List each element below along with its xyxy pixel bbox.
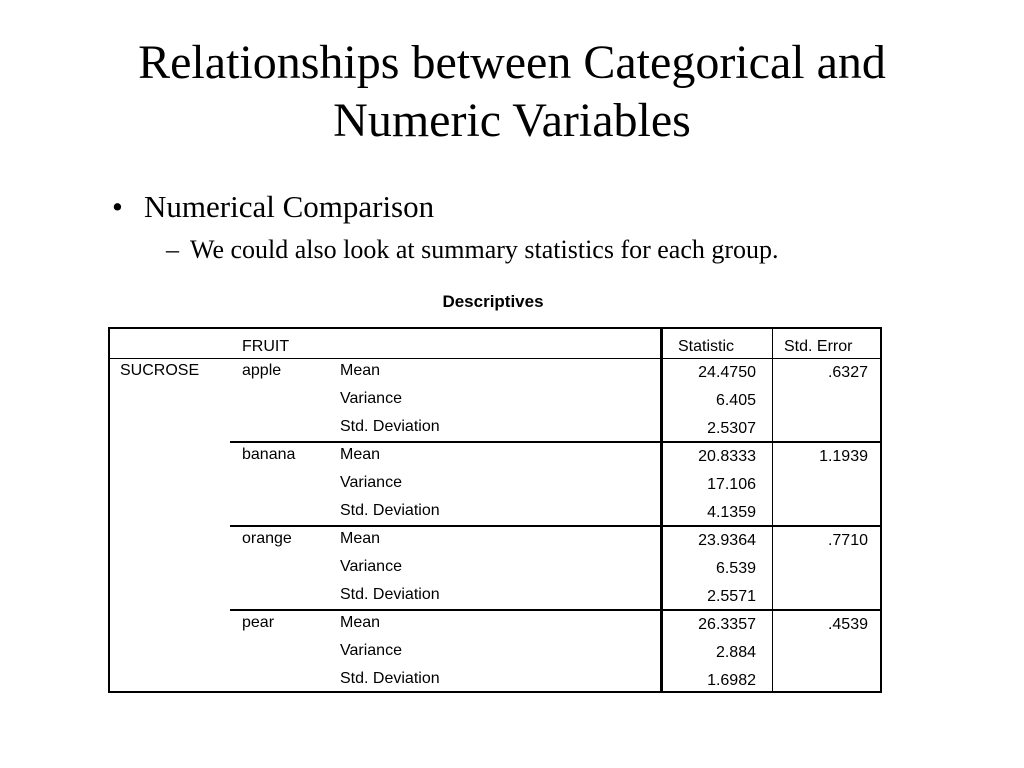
bullet-1-text: Numerical Comparison	[144, 189, 435, 224]
statistic-value: 2.5571	[707, 588, 756, 605]
statistic-value: 1.6982	[707, 672, 756, 689]
stat-label-mean: Mean	[340, 614, 381, 631]
stat-label-variance: Variance	[340, 642, 402, 659]
stat-label-sd: Std. Deviation	[340, 502, 440, 519]
stat-label-variance: Variance	[340, 474, 402, 491]
statistic-value: 6.405	[715, 392, 756, 409]
dash-icon: –	[166, 235, 179, 264]
stat-label-variance: Variance	[340, 558, 402, 575]
statistic-value: 2.5307	[707, 420, 756, 437]
stat-label-sd: Std. Deviation	[340, 670, 440, 687]
std-error-value: .7710	[827, 532, 868, 549]
header-statistic: Statistic	[678, 338, 735, 355]
stat-label-mean: Mean	[340, 530, 381, 547]
fruit-label: pear	[242, 614, 275, 631]
std-error-value: .4539	[827, 616, 868, 633]
descriptives-table	[108, 327, 882, 693]
fruit-label: apple	[242, 362, 282, 379]
statistic-value: 2.884	[715, 644, 756, 661]
stat-label-sd: Std. Deviation	[340, 418, 440, 435]
stat-label-sd: Std. Deviation	[340, 586, 440, 603]
bullet-numerical-comparison	[112, 188, 434, 226]
sub-bullet-summary	[166, 234, 779, 266]
statistic-value: 4.1359	[707, 504, 756, 521]
bullet-2-text: We could also look at summary statistics for each group.	[190, 235, 779, 264]
fruit-label: banana	[242, 446, 296, 463]
std-error-value: .6327	[827, 364, 868, 381]
variable-label: SUCROSE	[120, 362, 200, 379]
group-divider-banana	[230, 441, 880, 443]
statistic-value: 17.106	[707, 476, 756, 493]
statistic-value: 23.9364	[698, 532, 756, 549]
header-fruit: FRUIT	[242, 338, 290, 355]
statistic-value: 26.3357	[698, 616, 756, 633]
header-std-error: Std. Error	[784, 338, 853, 355]
statistic-value: 24.4750	[698, 364, 756, 381]
std-error-value: 1.1939	[819, 448, 868, 465]
header-divider	[110, 358, 880, 359]
group-divider-orange	[230, 525, 880, 527]
stderror-column-divider	[772, 329, 773, 691]
title-line-1: Relationships between Categorical and	[138, 36, 886, 89]
fruit-label: orange	[242, 530, 292, 547]
bullet-dot-icon: •	[112, 189, 123, 224]
group-divider-pear	[230, 609, 880, 611]
table-caption: Descriptives	[442, 292, 544, 311]
title-line-2: Numeric Variables	[333, 94, 691, 147]
stat-label-mean: Mean	[340, 362, 381, 379]
statistic-column-divider	[660, 329, 663, 691]
statistic-value: 20.8333	[698, 448, 756, 465]
slide-title	[0, 34, 1024, 150]
stat-label-variance: Variance	[340, 390, 402, 407]
stat-label-mean: Mean	[340, 446, 381, 463]
statistic-value: 6.539	[715, 560, 756, 577]
